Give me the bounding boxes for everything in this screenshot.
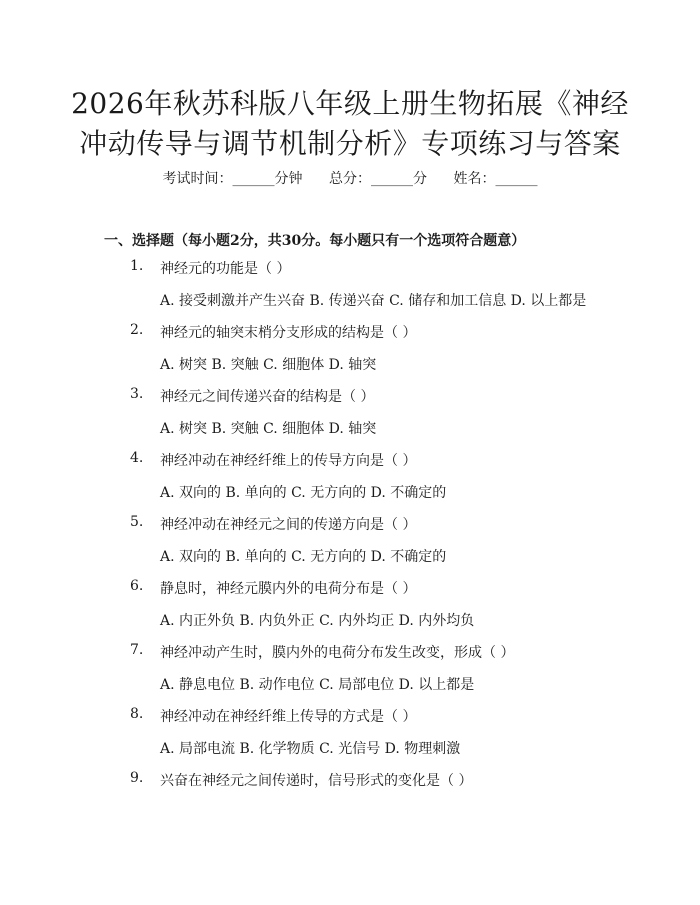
question-stem: 神经冲动在神经元之间的传递方向是（ ）: [160, 517, 417, 533]
question-stem: 兴奋在神经元之间传递时，信号形式的变化是（ ）: [160, 773, 473, 789]
question-stem: 神经冲动在神经纤维上传导的方式是（ ）: [160, 709, 417, 725]
student-name: 姓名：______: [453, 171, 538, 187]
question-stem: 神经元的轴突末梢分支形成的结构是（ ）: [160, 325, 417, 341]
question-number: 5.: [130, 514, 144, 530]
title-line-2: 冲动传导与调节机制分析》专项练习与答案: [79, 127, 621, 160]
title-line-1: 2026年秋苏科版八年级上册生物拓展《神经: [71, 87, 629, 120]
question-options: A. 局部电流 B. 化学物质 C. 光信号 D. 物理刺激: [160, 741, 461, 757]
question-options: A. 双向的 B. 单向的 C. 无方向的 D. 不确定的: [160, 485, 447, 501]
question-item: [0, 578, 700, 642]
question-item: [0, 386, 700, 450]
question-number: 1.: [130, 258, 144, 274]
question-options: A. 静息电位 B. 动作电位 C. 局部电位 D. 以上都是: [160, 677, 475, 693]
total-score: 总分：______分: [329, 171, 427, 187]
question-number: 4.: [130, 450, 144, 466]
question-number: 7.: [130, 642, 144, 658]
question-stem: 静息时，神经元膜内外的电荷分布是（ ）: [160, 581, 417, 597]
question-number: 8.: [130, 706, 144, 722]
question-item: [0, 770, 700, 834]
question-stem: 神经元的功能是（ ）: [160, 261, 291, 277]
question-list: [0, 258, 700, 834]
exam-time: 考试时间：______分钟: [162, 171, 303, 187]
question-item: [0, 514, 700, 578]
question-item: [0, 642, 700, 706]
page-title: [0, 84, 700, 164]
question-options: A. 接受刺激并产生兴奋 B. 传递兴奋 C. 储存和加工信息 D. 以上都是: [160, 293, 587, 309]
question-number: 9.: [130, 770, 144, 786]
question-options: A. 内正外负 B. 内负外正 C. 内外均正 D. 内外均负: [160, 613, 475, 629]
question-options: A. 双向的 B. 单向的 C. 无方向的 D. 不确定的: [160, 549, 447, 565]
question-stem: 神经元之间传递兴奋的结构是（ ）: [160, 389, 375, 405]
question-number: 3.: [130, 386, 144, 402]
question-item: [0, 450, 700, 514]
section-heading: 一、选择题（每小题2分，共30分。每小题只有一个选项符合题意）: [104, 233, 526, 249]
question-number: 2.: [130, 322, 144, 338]
question-item: [0, 322, 700, 386]
exam-meta: [0, 168, 700, 188]
question-number: 6.: [130, 578, 144, 594]
question-stem: 神经冲动在神经纤维上的传导方向是（ ）: [160, 453, 417, 469]
question-item: [0, 258, 700, 322]
question-options: A. 树突 B. 突触 C. 细胞体 D. 轴突: [160, 357, 377, 373]
question-stem: 神经冲动产生时，膜内外的电荷分布发生改变，形成（ ）: [160, 645, 515, 661]
question-options: A. 树突 B. 突触 C. 细胞体 D. 轴突: [160, 421, 377, 437]
question-item: [0, 706, 700, 770]
